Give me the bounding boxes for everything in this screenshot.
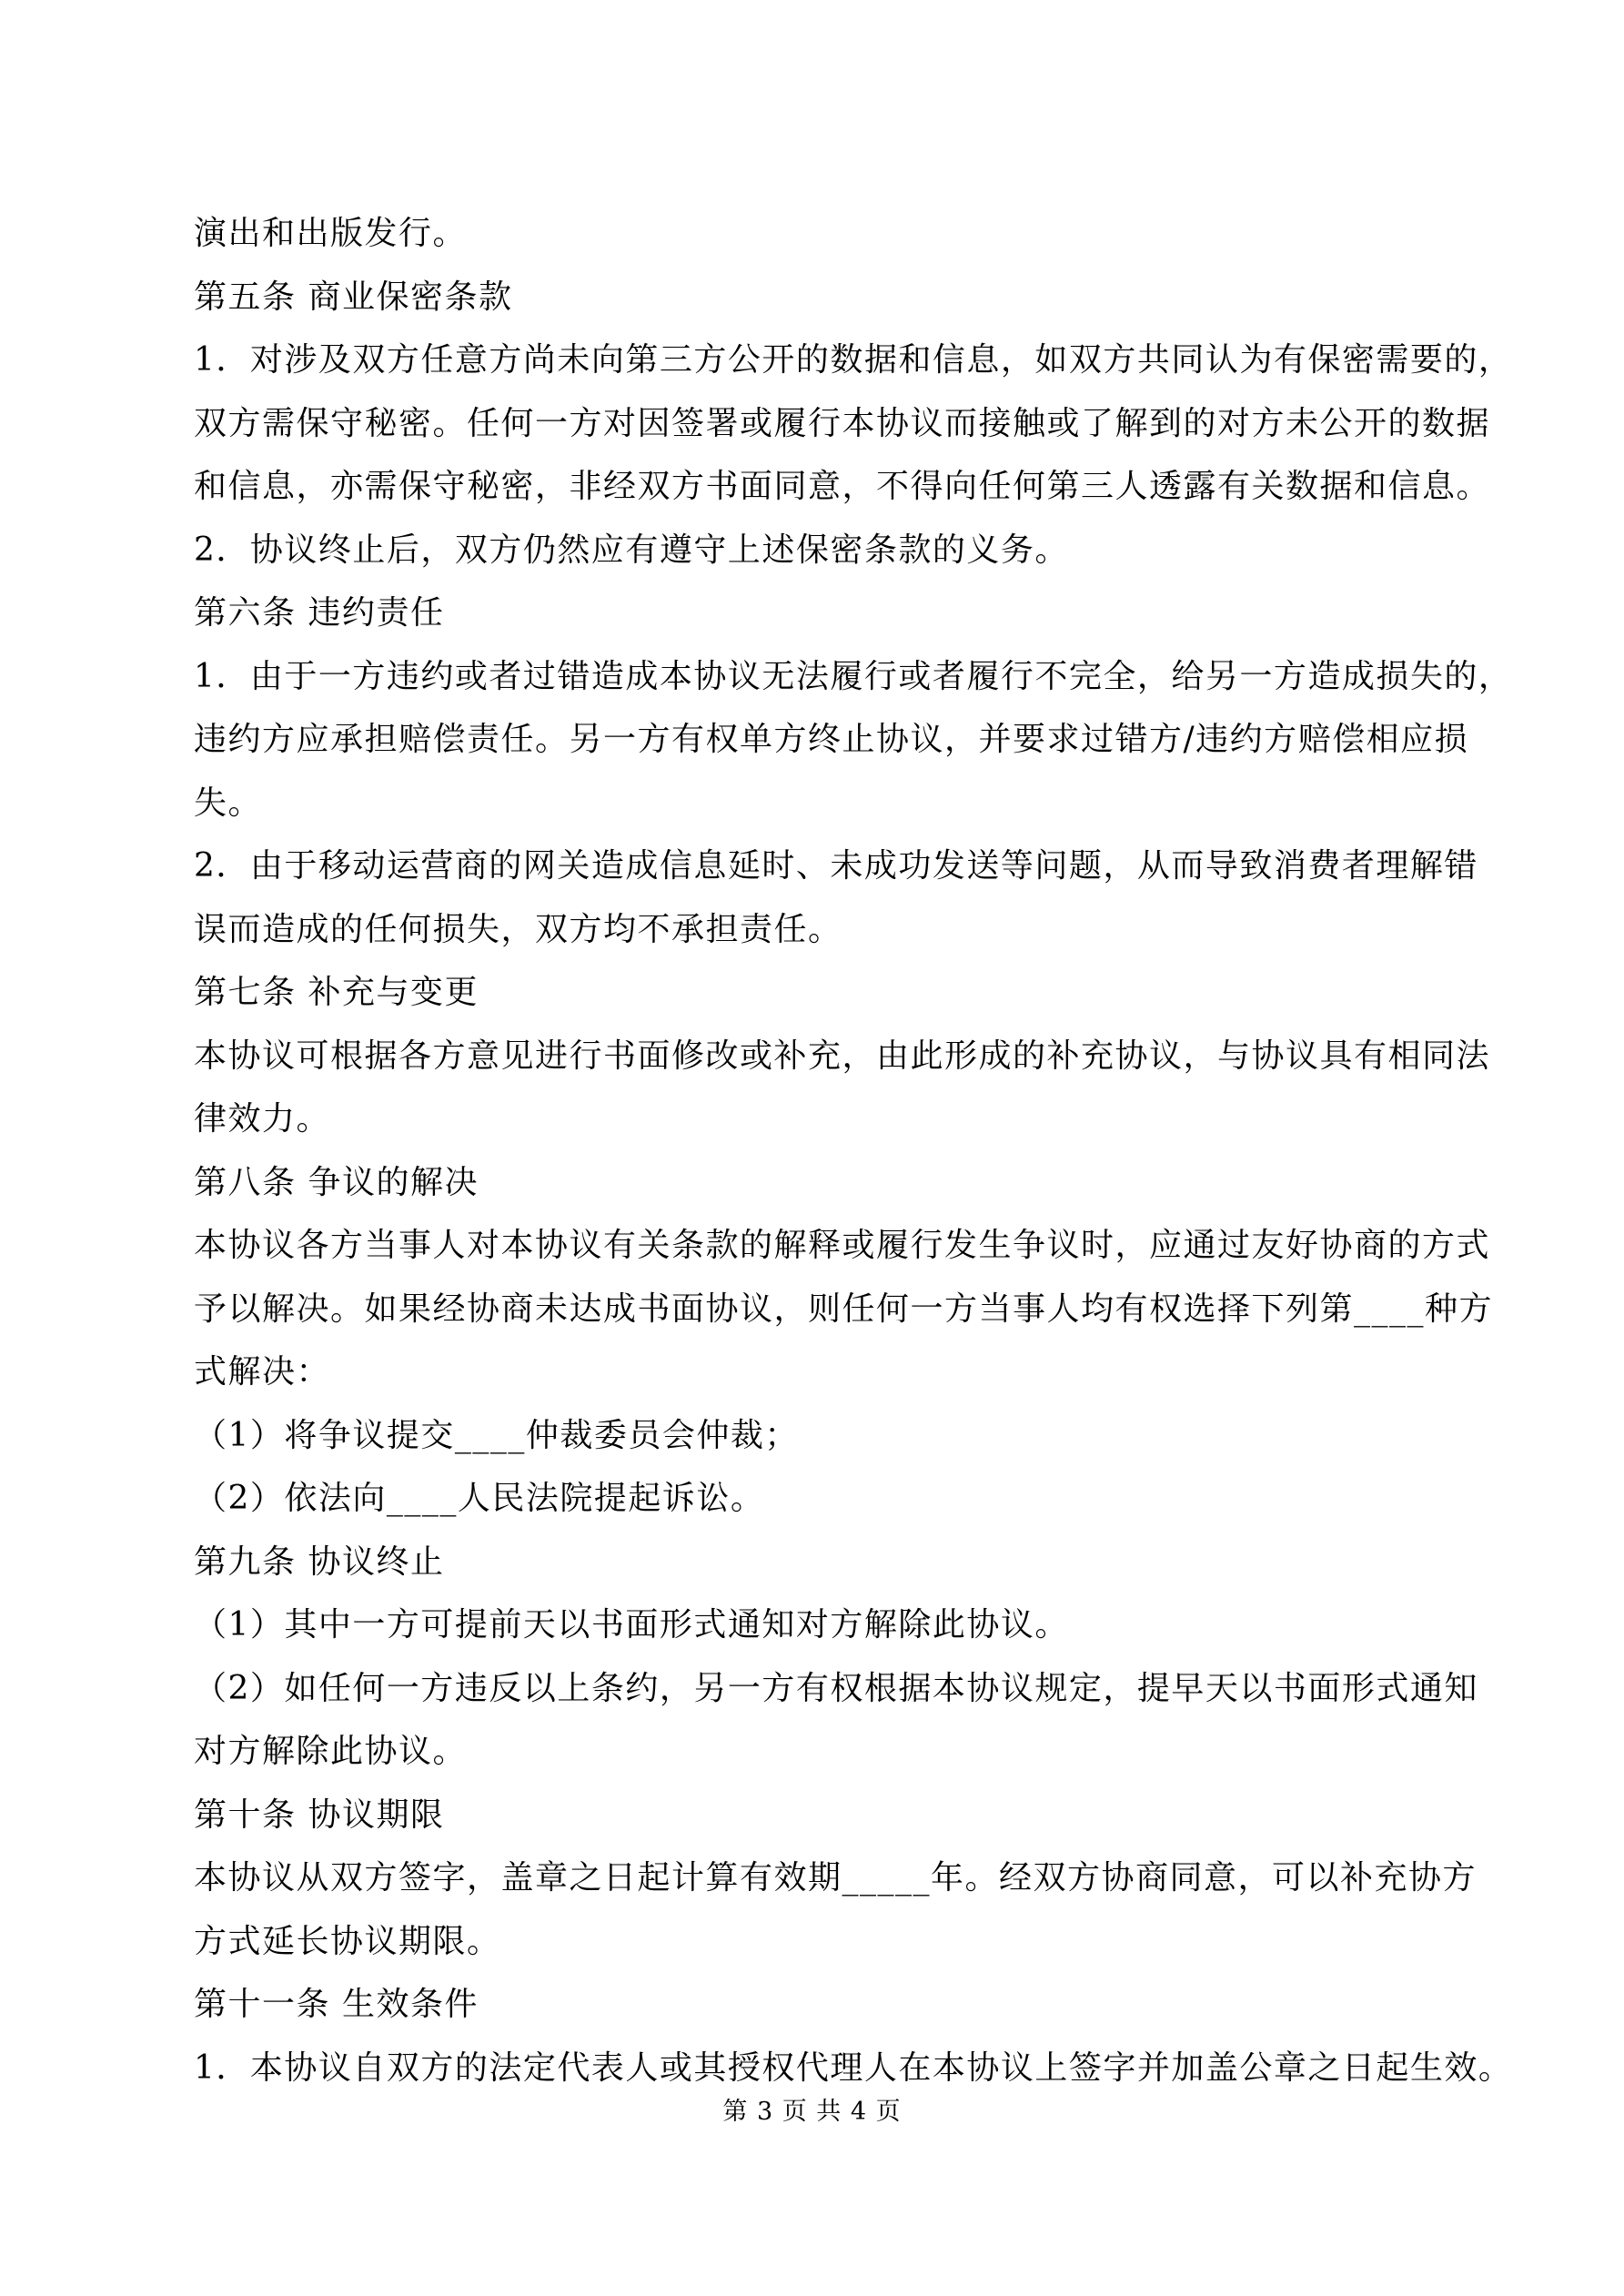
text-line: （2）如任何一方违反以上条约，另一方有权根据本协议规定，提早天以书面形式通知	[194, 1669, 1478, 1707]
section-heading: 第十条 协议期限	[194, 1795, 445, 1834]
text-line: 双方需保守秘密。任何一方对因签署或履行本协议而接触或了解到的对方未公开的数据	[194, 404, 1491, 442]
text-line: 和信息，亦需保守秘密，非经双方书面同意，不得向任何第三人透露有关数据和信息。	[194, 468, 1491, 505]
section-heading: 第十一条 生效条件	[194, 1986, 479, 2023]
text-line: （1）将争议提交____仲裁委员会仲裁；	[194, 1416, 799, 1454]
text-line: 式解决：	[194, 1353, 331, 1391]
page-number-footer: 第 3 页 共 4 页	[722, 2098, 902, 2126]
text-line: 2．协议终止后，双方仍然应有遵守上述保密条款的义务。	[194, 531, 1069, 569]
text-line: 对方解除此协议。	[194, 1733, 468, 1770]
section-heading: 第六条 违约责任	[194, 594, 445, 632]
text-line: 本协议可根据各方意见进行书面修改或补充，由此形成的补充协议，与协议具有相同法	[194, 1037, 1491, 1075]
section-heading: 第八条 争议的解决	[194, 1163, 479, 1201]
document-body	[194, 202, 1513, 2099]
text-line: 1．本协议自双方的法定代表人或其授权代理人在本协议上签字并加盖公章之日起生效。	[194, 2048, 1513, 2087]
text-line: 误而造成的任何损失，双方均不承担责任。	[194, 910, 842, 948]
text-line: 演出和出版发行。	[194, 215, 468, 252]
text-line: 违约方应承担赔偿责任。另一方有权单方终止协议，并要求过错方/违约方赔偿相应损	[194, 721, 1469, 758]
text-line: 1．对涉及双方任意方尚未向第三方公开的数据和信息，如双方共同认为有保密需要的，	[194, 341, 1513, 379]
text-line: 律效力。	[194, 1100, 331, 1138]
text-line: 予以解决。如果经协商未达成书面协议，则任何一方当事人均有权选择下列第____种方	[194, 1290, 1494, 1328]
section-heading: 第七条 补充与变更	[194, 974, 479, 1011]
text-line: 1．由于一方违约或者过错造成本协议无法履行或者履行不完全，给另一方造成损失的，	[194, 657, 1513, 695]
text-line: 2．由于移动运营商的网关造成信息延时、未成功发送等问题，从而导致消费者理解错	[194, 847, 1478, 885]
text-line: 本协议各方当事人对本协议有关条款的解释或履行发生争议时，应通过友好协商的方式	[194, 1227, 1491, 1264]
text-line: 本协议从双方签字，盖章之日起计算有效期_____年。经双方协商同意，可以补充协方	[194, 1859, 1478, 1896]
text-line: （1）其中一方可提前天以书面形式通知对方解除此协议。	[194, 1606, 1069, 1644]
text-line: 方式延长协议期限。	[194, 1922, 501, 1960]
section-heading: 第九条 协议终止	[194, 1542, 445, 1581]
text-line: （2）依法向____人民法院提起诉讼。	[194, 1480, 765, 1517]
text-line: 失。	[194, 784, 263, 822]
section-heading: 第五条 商业保密条款	[194, 278, 513, 316]
